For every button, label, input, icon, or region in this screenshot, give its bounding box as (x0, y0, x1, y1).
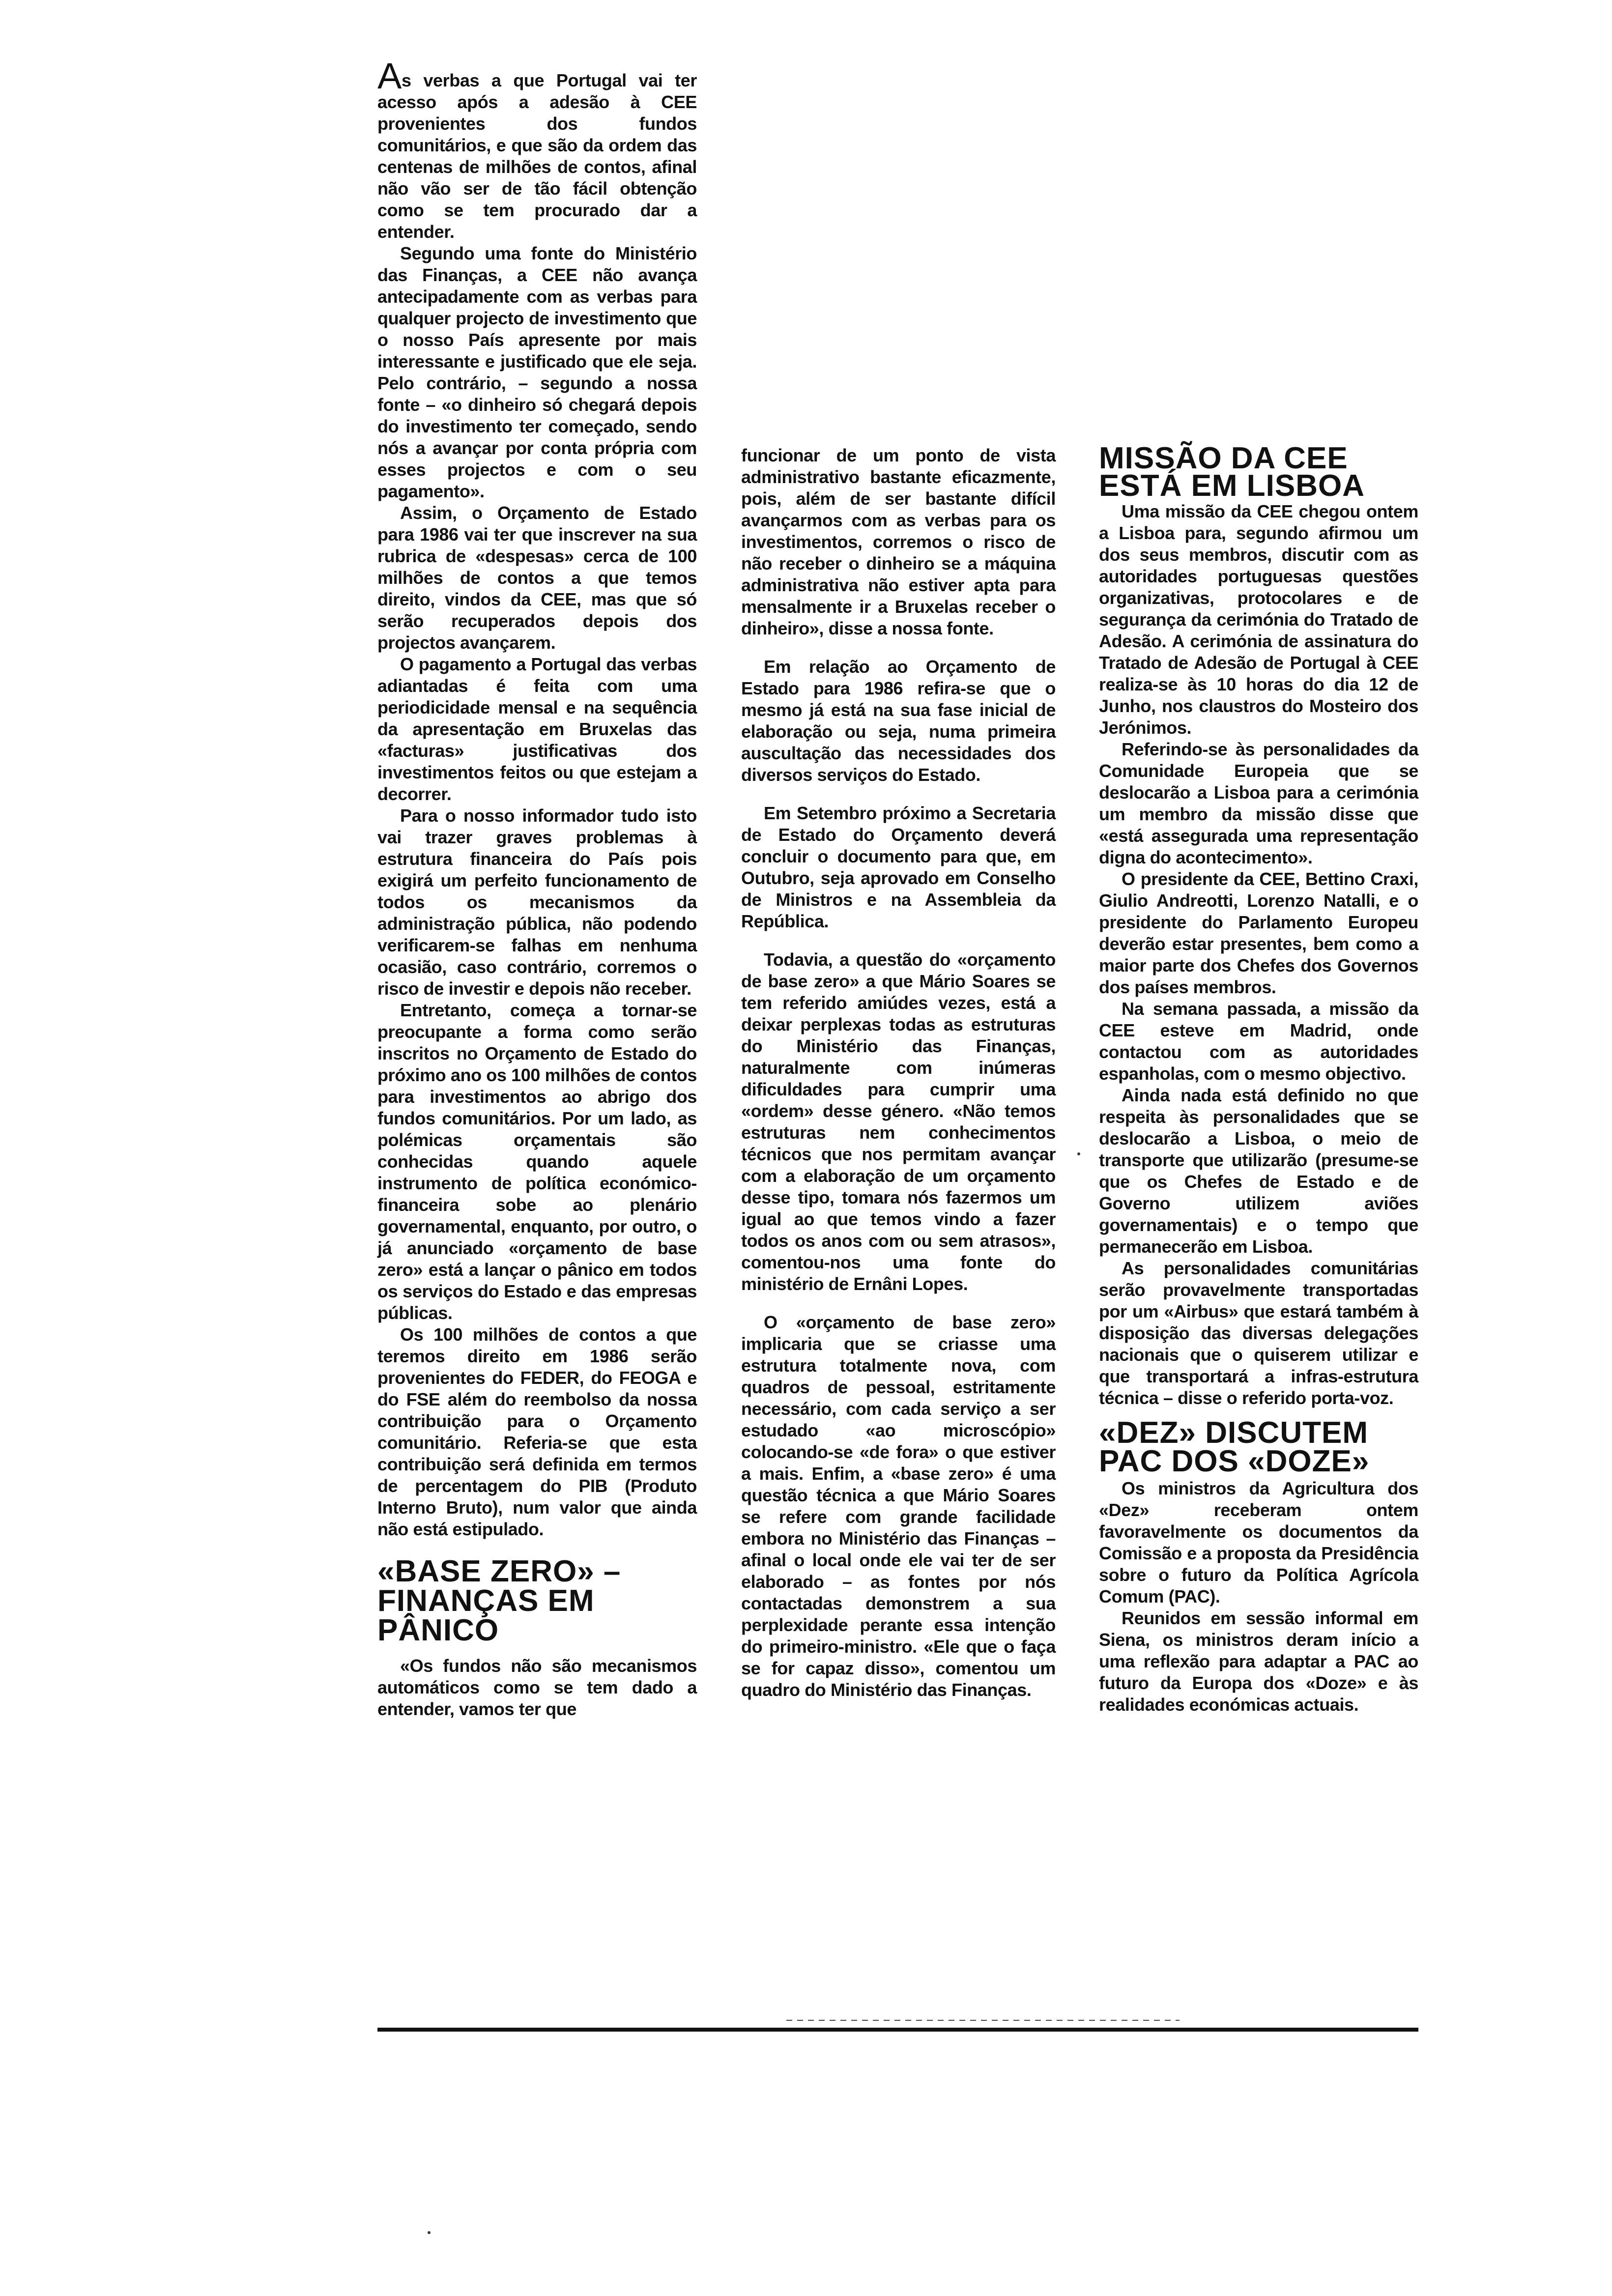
headline-base-zero: «BASE ZERO» – FINANÇAS EM PÂNICO (377, 1554, 621, 1647)
paragraph: O pagamento a Portugal das verbas adiantadas é feita com uma periodicidade mensal e na sequência da apresentação em Bruxelas das «facturas» justificativas dos investimentos feitos ou que estejam a decorrer. (377, 654, 697, 804)
paragraph: Os ministros da Agricultura dos «Dez» receberam ontem favoravelmente os documentos da Comissão e a proposta da Presidência sobre o futuro da Política Agrícola Comum (PAC). (1099, 1478, 1418, 1607)
dashed-rule (786, 2020, 1180, 2021)
paragraph: Todavia, a questão do «orçamento de base zero» a que Mário Soares se tem referido amiúdes vezes, está a deixar perplexas todas as estruturas do Ministério das Finanças, naturalmente com inúmeras dificuldades para cumprir uma «ordem» desse género. «Não temos estruturas nem conhecimentos técnicos que nos permitam avançar com a elaboração de um orçamento desse tipo, tomara nós fazermos um igual ao que temos vindo a fazer todos os anos com ou sem atrasos», comentou-nos uma fonte do ministério de Ernâni Lopes. (741, 949, 1056, 1294)
paragraph: Ainda nada está definido no que respeita às personalidades que se deslocarão a Lisboa, o meio de transporte que utilizarão (presume-se que os Chefes de Estado e de Governo utilizem aviões governamentais) e o tempo que permanecerão em Lisboa. (1099, 1085, 1418, 1257)
paragraph: As personalidades comunitárias serão provavelmente transportadas por um «Airbus» que estará também à disposição das diversas delegações nacionais que o quiserem utilizar e que transportará a infras-estrutura técnica – disse o referido porta-voz. (1099, 1258, 1418, 1408)
paragraph: funcionar de um ponto de vista administrativo bastante eficazmente, pois, além de ser bastante difícil avançarmos com as verbas para os investimentos, corremos o risco de não receber o dinheiro se a máquina administrativa não estiver apta para mensalmente ir a Bruxelas receber o dinheiro», disse a nossa fonte. (741, 445, 1056, 638)
paragraph: Assim, o Orçamento de Estado para 1986 vai ter que inscrever na sua rubrica de «despesas» cerca de 100 milhões de contos a que temos direito, vindos da CEE, mas que só serão recuperados depois dos projectos avançarem. (377, 503, 697, 653)
article-column-3 (1099, 441, 1418, 1716)
paragraph: O presidente da CEE, Bettino Craxi, Giulio Andreotti, Lorenzo Natalli, e o presidente do Parlamento Europeu deverão estar presentes, bem como a maior parte dos Chefes dos Governos dos países membros. (1099, 869, 1418, 997)
drop-cap: A (377, 56, 402, 96)
headline-missao: MISSÃO DA CEE ESTÁ EM LISBOA (1099, 441, 1365, 503)
paragraph-lead (377, 56, 697, 243)
paragraph: O «orçamento de base zero» implicaria que se criasse uma estrutura totalmente nova, com quadros de pessoal, estritamente necessário, com cada serviço a ser estudado «ao microscópio» colocando-se «de fora» o que estiver a mais. Enfim, a «base zero» é uma questão técnica a que Mário Soares se refere com grande facilidade embora no Ministério das Finanças – afinal o local onde ele vai ter de ser elaborado – as fontes por nós contactadas demonstrem a sua perplexidade perante essa intenção do primeiro-ministro. «Ele que o faça se for capaz disso», comentou um quadro do Ministério das Finanças. (741, 1312, 1056, 1700)
paragraph: Reunidos em sessão informal em Siena, os ministros deram início a uma reflexão para adaptar a PAC ao futuro da Europa dos «Doze» e às realidades económicas actuais. (1099, 1608, 1418, 1715)
paragraph: Na semana passada, a missão da CEE esteve em Madrid, onde contactou com as autoridades espanholas, com o mesmo objectivo. (1099, 999, 1418, 1084)
paragraph: Em Setembro próximo a Secretaria de Estado do Orçamento deverá concluir o documento para que, em Outubro, seja aprovado em Conselho de Ministros e na Assembleia da República. (741, 803, 1056, 931)
print-speck (428, 2231, 431, 2234)
article-column-2 (741, 445, 1056, 1701)
lead-text: s verbas a que Portugal vai ter acesso após a adesão à CEE provenientes dos fundos comunitários, e que são da ordem das centenas de milhões de contos, afinal não vão ser de tão fácil obtenção como se tem procurado dar a entender. (377, 70, 697, 242)
paragraph: «Os fundos não são mecanismos automáticos como se tem dado a entender, vamos ter que (377, 1656, 697, 1719)
article-column-1 (377, 56, 697, 1720)
headline-dez: «DEZ» DISCUTEM PAC DOS «DOZE» (1099, 1416, 1370, 1478)
paragraph: Segundo uma fonte do Ministério das Finanças, a CEE não avança antecipadamente com as verbas para qualquer projecto de investimento que o nosso País apresente por mais interessante e justificado que ele seja. Pelo contrário, – segundo a nossa fonte – «o dinheiro só chegará depois do investimento ter começado, sendo nós a avançar por conta própria com esses projectos e com o seu pagamento». (377, 243, 697, 501)
paragraph: Em relação ao Orçamento de Estado para 1986 refira-se que o mesmo já está na sua fase inicial de elaboração ou seja, numa primeira auscultação das necessidades dos diversos serviços do Estado. (741, 657, 1056, 785)
paragraph: Referindo-se às personalidades da Comunidade Europeia que se deslocarão a Lisboa para a cerimónia um membro da missão disse que «está assegurada uma representação digna do acontecimento». (1099, 739, 1418, 867)
bottom-rule (377, 2028, 1418, 2032)
paragraph: Para o nosso informador tudo isto vai trazer graves problemas à estrutura financeira do País pois exigirá um perfeito funcionamento de todos os mecanismos da administração pública, não podendo verificarem-se falhas em nenhuma ocasião, caso contrário, corremos o risco de investir e depois não receber. (377, 805, 697, 999)
paragraph: Os 100 milhões de contos a que teremos direito em 1986 serão provenientes do FEDER, do FEOGA e do FSE além do reembolso da nossa contribuição para o Orçamento comunitário. Referia-se que esta contribuição será definida em termos de percentagem do PIB (Produto Interno Bruto), num valor que ainda não está estipulado. (377, 1324, 697, 1539)
print-speck (1077, 1152, 1080, 1155)
paragraph: Uma missão da CEE chegou ontem a Lisboa para, segundo afirmou um dos seus membros, discutir com as autoridades portuguesas questões organizativas, protocolares e de segurança da cerimónia do Tratado de Adesão. A cerimónia de assinatura do Tratado de Adesão de Portugal à CEE realiza-se às 10 horas do dia 12 de Junho, nos claustros do Mosteiro dos Jerónimos. (1099, 501, 1418, 738)
paragraph: Entretanto, começa a tornar-se preocupante a forma como serão inscritos no Orçamento de Estado do próximo ano os 100 milhões de contos para investimentos ao abrigo dos fundos comunitários. Por um lado, as polémicas orçamentais são conhecidas quando aquele instrumento de política económico-financeira sobe ao plenário governamental, enquanto, por outro, o já anunciado «orçamento de base zero» está a lançar o pânico em todos os serviços do Estado e das empresas públicas. (377, 1000, 697, 1323)
